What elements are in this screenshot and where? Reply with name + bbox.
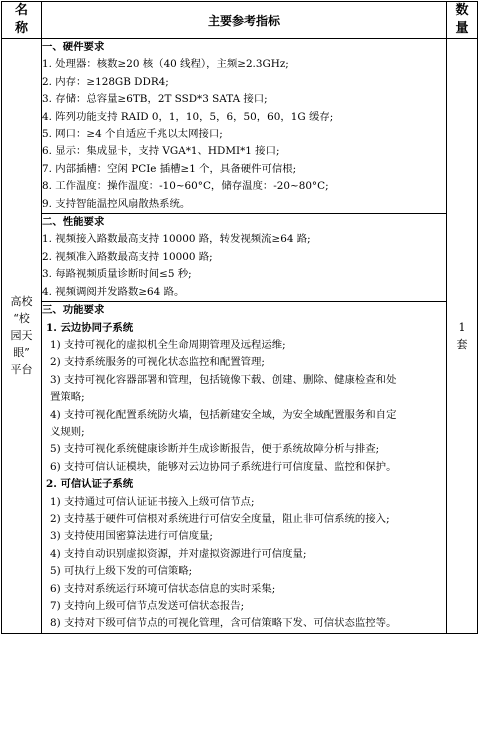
product-name-line: 高校: [10, 295, 33, 309]
quantity-cell: [447, 39, 478, 634]
list-item: 3. 每路视频质量诊断时间≤5 秒;: [42, 268, 192, 281]
list-item: 8) 支持对下级可信节点的可视化管理，含可信策略下发、可信状态监控等。: [50, 617, 397, 630]
list-item: 8. 工作温度：操作温度：-10~60°C，储存温度：-20~80°C;: [42, 180, 329, 193]
list-item: 1. 处理器：核数≥20 核（40 线程），主频≥2.3GHz;: [42, 58, 289, 71]
body-row: [2, 39, 478, 214]
header-main: 主要参考指标: [42, 2, 447, 39]
list-item: 4. 视频调阅并发路数≥64 路。: [42, 285, 185, 298]
list-item: 2. 内存：≥128GB DDR4;: [42, 75, 169, 88]
product-name-line: 园天: [10, 329, 33, 343]
header-row: [2, 2, 478, 39]
body-row: [2, 214, 478, 302]
product-name: [2, 293, 41, 378]
list-item: 3. 存储：总容量≥6TB，2T SSD*3 SATA 接口;: [42, 93, 268, 106]
section-performance: [42, 214, 447, 302]
section-heading: 三、功能要求: [42, 304, 105, 317]
list-item: 4) 支持可视化配置系统防火墙，包括新建安全域，为安全域配置服务和自定: [50, 408, 397, 421]
section-hardware: [42, 39, 447, 214]
header-qty-label: 数量: [455, 3, 469, 36]
header-qty: [447, 2, 478, 39]
list-item: 2) 支持系统服务的可视化状态监控和配置管理;: [50, 356, 265, 369]
section-items: [42, 231, 446, 301]
list-item: 义规则;: [50, 425, 85, 438]
section-items: [42, 56, 446, 213]
section-heading: 二、性能要求: [42, 216, 105, 229]
list-item: 7. 内部插槽：空闲 PCIe 插槽≥1 个，具备硬件可信根;: [42, 162, 297, 175]
list-item: 4) 支持自动识别虚拟资源，并对虚拟资源进行可信度量;: [50, 547, 307, 560]
section-groups: [42, 320, 446, 633]
list-item: 1) 支持可视化的虚拟机全生命周期管理及远程运维;: [50, 338, 286, 351]
subsection-title: 1. 云边协同子系统: [46, 321, 134, 334]
subsection-title: 2. 可信认证子系统: [46, 478, 134, 491]
list-item: 5. 网口：≥4 个自适应千兆以太网接口;: [42, 128, 223, 141]
quantity: [447, 319, 477, 353]
list-item: 6) 支持对系统运行环境可信状态信息的实时采集;: [50, 582, 276, 595]
section-heading: 一、硬件要求: [42, 41, 105, 53]
quantity-line: 套: [456, 337, 468, 351]
product-name-line: 平台: [10, 363, 33, 377]
product-name-line: “校: [13, 312, 30, 326]
list-item: 2. 视频准入路数最高支持 10000 路;: [42, 250, 213, 263]
list-item: 7) 支持向上级可信节点发送可信状态报告;: [50, 600, 245, 612]
body-row: [2, 302, 478, 634]
list-item: 6) 支持可信认证模块，能够对云边协同子系统进行可信度量、监控和保护。: [50, 460, 397, 473]
list-item: 5) 可执行上级下发的可信策略;: [50, 565, 193, 578]
list-item: 4. 阵列功能支持 RAID 0，1，10，5，6，50，60，1G 缓存;: [42, 110, 334, 123]
list-item: 6. 显示：集成显卡，支持 VGA*1、HDMI*1 接口;: [42, 145, 280, 158]
spec-table: [1, 1, 478, 634]
list-item: 3) 支持可视化容器部署和管理，包括镜像下载、创建、删除、健康检查和处: [50, 373, 397, 386]
product-name-line: 眼”: [13, 346, 30, 360]
list-item: 2) 支持基于硬件可信根对系统进行可信安全度量，阻止非可信系统的接入;: [50, 512, 390, 525]
quantity-line: 1: [458, 320, 466, 334]
list-item: 1) 支持通过可信认证证书接入上级可信节点;: [50, 495, 255, 508]
list-item: 9. 支持智能温控风扇散热系统。: [42, 197, 191, 210]
header-name-label: 名称: [14, 3, 28, 36]
section-functions: [42, 302, 447, 634]
header-name: [2, 2, 42, 39]
list-item: 置策略;: [50, 391, 85, 404]
list-item: 3) 支持使用国密算法进行可信度量;: [50, 530, 213, 543]
product-name-cell: [2, 39, 42, 634]
list-item: 5) 支持可视化系统健康诊断并生成诊断报告，便于系统故障分析与排查;: [50, 443, 380, 456]
list-item: 1. 视频接入路数最高支持 10000 路，转发视频流≥64 路;: [42, 233, 311, 246]
